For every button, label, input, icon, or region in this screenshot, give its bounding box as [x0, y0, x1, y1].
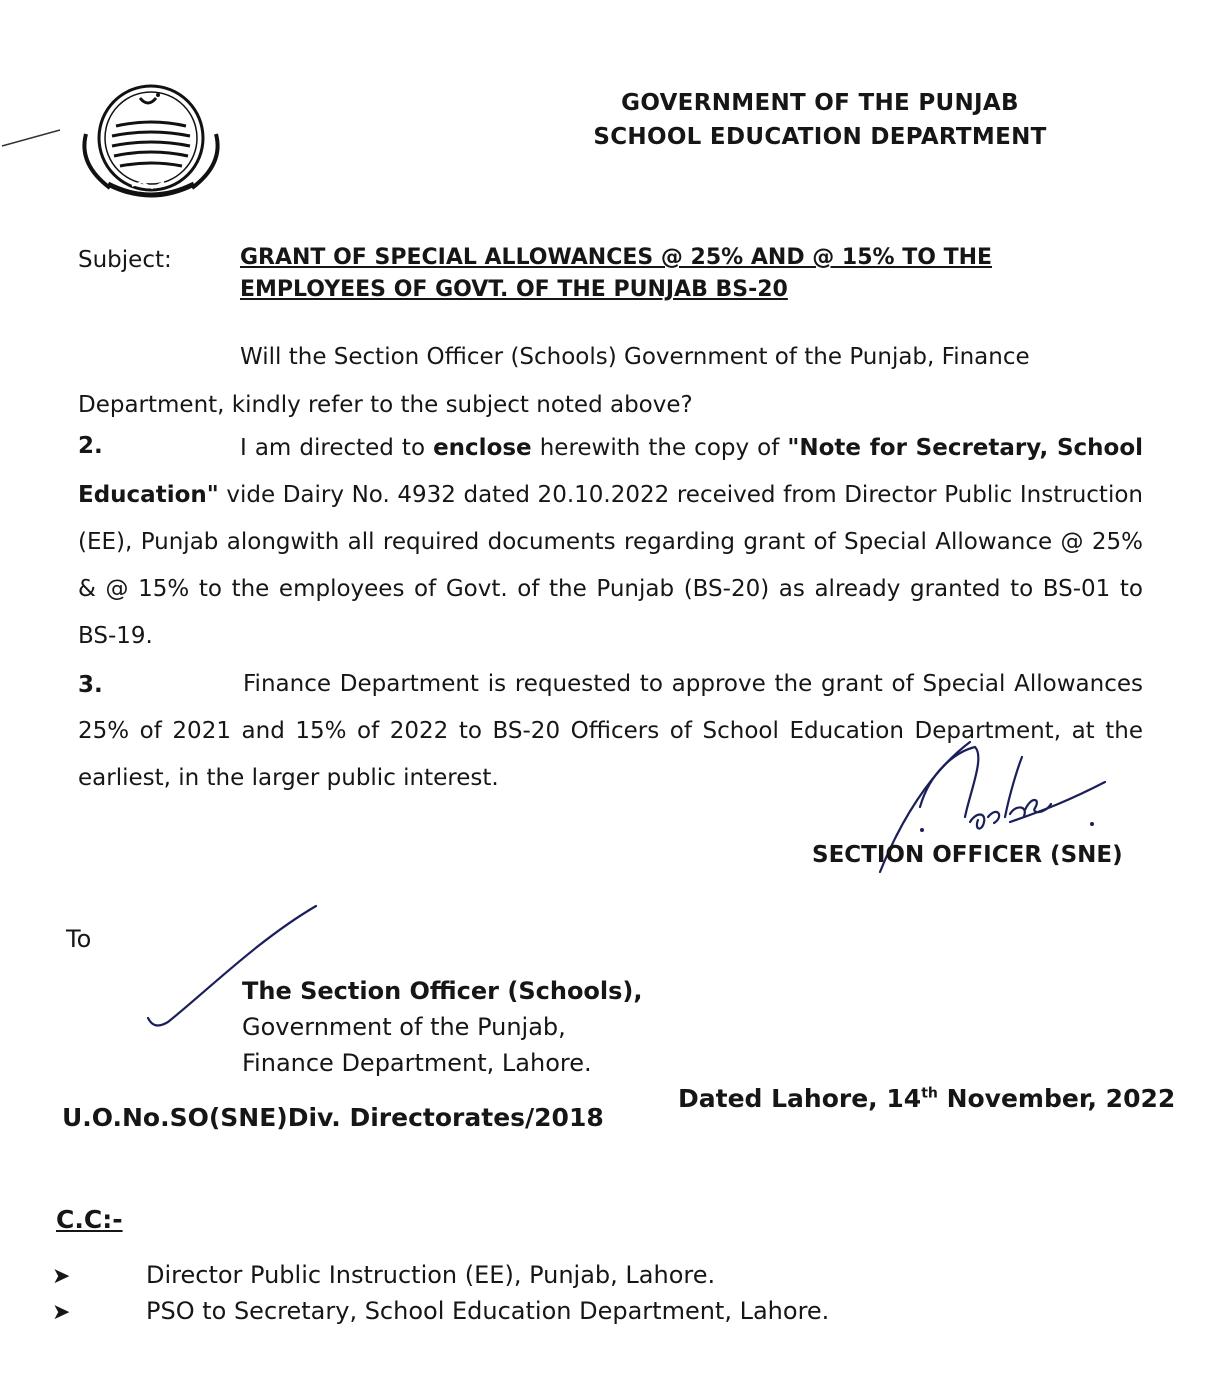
- subject-line-1: GRANT OF SPECIAL ALLOWANCES @ 25% AND @ 15% TO THE: [240, 245, 993, 270]
- header-line-government: GOVERNMENT OF THE PUNJAB: [621, 90, 1019, 116]
- subject-text: [240, 242, 1140, 306]
- paragraph-1-line-1: Will the Section Officer (Schools) Government of the Punjab, Finance: [240, 344, 1030, 370]
- paragraph-1-line-2: Department, kindly refer to the subject noted above?: [78, 392, 693, 418]
- paragraph-2-bold-enclose: enclose: [433, 435, 532, 461]
- paragraph-2: [78, 425, 1143, 660]
- signatory-title: SECTION OFFICER (SNE): [812, 842, 1123, 868]
- arrowhead-bullet-icon: ➤: [52, 1264, 71, 1289]
- header-line-department: SCHOOL EDUCATION DEPARTMENT: [593, 124, 1047, 150]
- dated-prefix: Dated Lahore, 14: [678, 1084, 922, 1113]
- paragraph-3: Finance Department is requested to approve the grant of Special Allowances 25% of 2021 and 15% of 2022 to BS-20 Officers of School Education Department, at the earliest, in the larger public interest.: [78, 671, 1143, 791]
- punjab-government-emblem-icon: [72, 78, 230, 208]
- to-label: To: [66, 925, 92, 953]
- dated-superscript: th: [921, 1085, 938, 1102]
- pen-stroke-mark: [0, 122, 64, 152]
- dated-suffix: November, 2022: [937, 1084, 1176, 1113]
- recipient-line-1: The Section Officer (Schools),: [242, 977, 643, 1005]
- recipient-line-2: Government of the Punjab,: [242, 1013, 566, 1041]
- subject-line-2: EMPLOYEES OF GOVT. OF THE PUNJAB BS-20: [240, 277, 788, 302]
- cc-list: [52, 1258, 952, 1330]
- paragraph-2-bold-note: "Note for Secretary, School Education": [78, 435, 1144, 508]
- paragraph-2-text-b: herewith the copy of: [531, 435, 788, 461]
- cc-item-text: Director Public Instruction (EE), Punjab, Lahore.: [146, 1261, 716, 1289]
- cc-item: [52, 1294, 952, 1330]
- paragraph-2-text-a: I am directed to: [240, 435, 434, 461]
- cc-item: [52, 1258, 952, 1294]
- subject-label: Subject:: [78, 247, 172, 273]
- arrowhead-bullet-icon: ➤: [52, 1300, 71, 1325]
- department-header: [560, 86, 1080, 154]
- recipient-line-3: Finance Department, Lahore.: [242, 1049, 592, 1077]
- recipient-address: [242, 973, 643, 1081]
- paragraph-3-number: 3.: [78, 672, 103, 698]
- uo-number: U.O.No.SO(SNE)Div. Directorates/2018: [62, 1103, 604, 1132]
- cc-label: C.C:-: [56, 1205, 123, 1234]
- paragraph-2-text-c: vide Dairy No. 4932 dated 20.10.2022 received from Director Public Instruction (EE), Punjab alongwith all required documents regarding grant of Special Allowance @ 25% & @ 15% to the employees of Govt. of the Punjab (BS-20) as already granted to BS-01 to BS-19.: [78, 482, 1143, 649]
- paragraph-2-number: 2.: [78, 433, 103, 459]
- dated-line: [678, 1084, 1175, 1113]
- cc-item-text: PSO to Secretary, School Education Department, Lahore.: [146, 1297, 830, 1325]
